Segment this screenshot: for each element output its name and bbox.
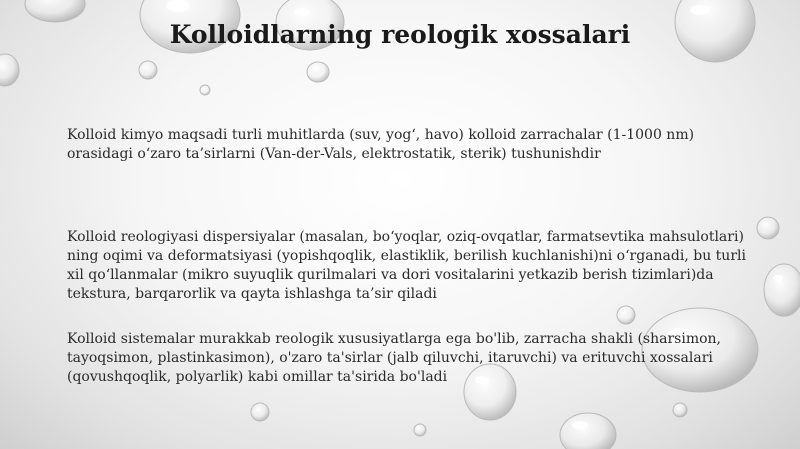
paragraph-colloid-systems-properties: Kolloid sistemalar murakkab reologik xususiyatlarga ega bo'lib, zarracha shakli (sharsimon, tayoqsimon, plastinkasimon), o'zaro ta'sirlar (jalb qiluvchi, itaruvchi) va erituvchi xossalari (qovushqoqlik, polyarlik) kabi omillar ta'sirida bo'ladi [67, 331, 721, 385]
slide-title: Kolloidlarning reologik xossalari [169, 20, 631, 49]
paragraph-colloid-chemistry-goal: Kolloid kimyo maqsadi turli muhitlarda (suv, yog‘, havo) kolloid zarrachalar (1-1000 nm) orasidagi o‘zaro ta’sirlarni (Van-der-Vals, elektrostatik, sterik) tushunishdir [67, 127, 695, 162]
paragraph-colloid-rheology: Kolloid reologiyasi dispersiyalar (masalan, bo‘yoqlar, oziq-ovqatlar, farmatsevtika mahsulotlari) ning oqimi va deformatsiyasi (yopishqoqlik, elastiklik, berilish kuchlanishi)ni o‘rganadi, bu turli xil qo‘llanmalar (mikro suyuqlik qurilmalari va dori vositalarini yetkazib berish tizimlari)da tekstura, barqarorlik va qayta ishlashga ta’sir qiladi [67, 229, 746, 302]
